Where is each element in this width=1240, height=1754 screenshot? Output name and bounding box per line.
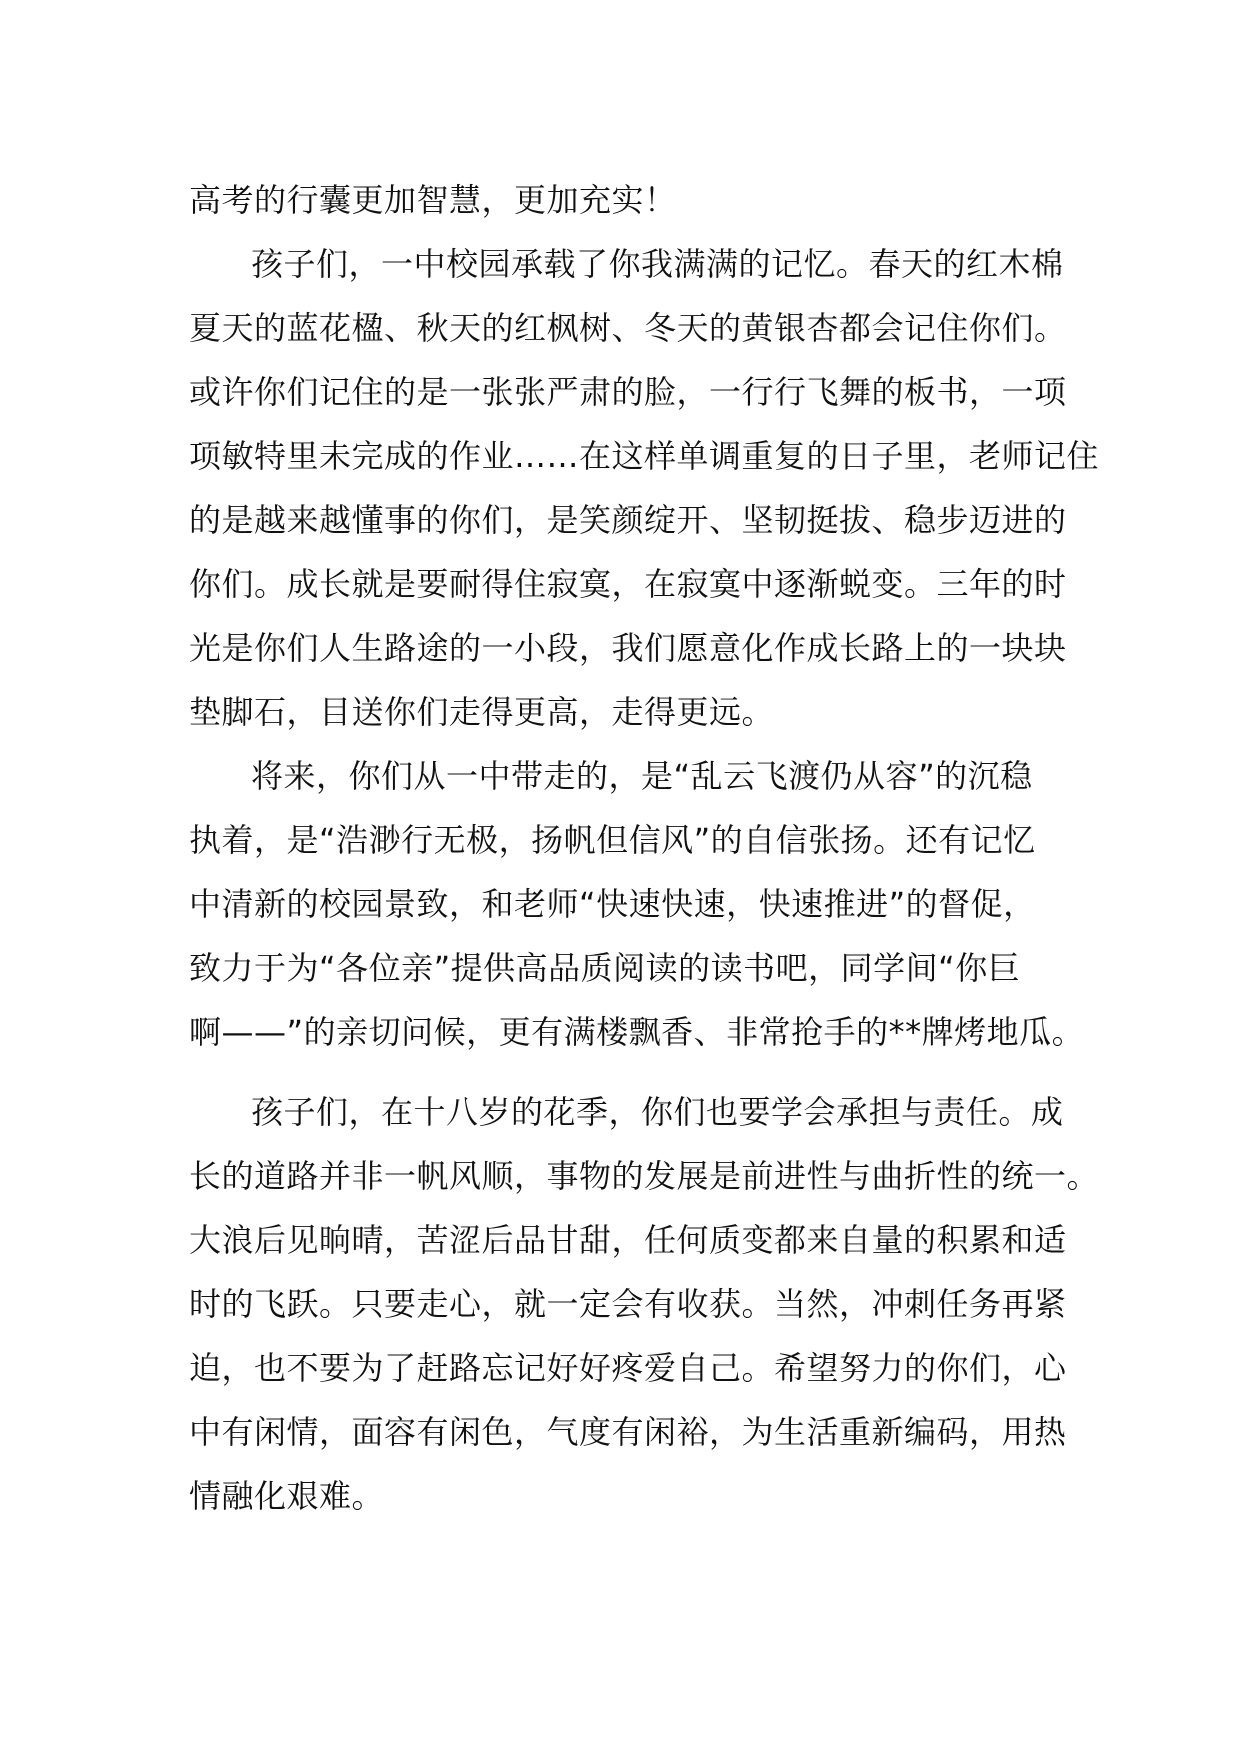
text-line: 你们。成长就是要耐得住寂寞，在寂寞中逐渐蜕变。三年的时 (189, 565, 1067, 603)
text-line: 迫，也不要为了赶路忘记好好疼爱自己。希望努力的你们，心 (189, 1349, 1067, 1387)
text-line: 或许你们记住的是一张张严肃的脸，一行行飞舞的板书，一项 (189, 373, 1067, 411)
text-line: 将来，你们从一中带走的，是“乱云飞渡仍从容”的沉稳 (251, 757, 1033, 795)
text-line: 情融化艰难。 (189, 1477, 385, 1515)
paragraph-gap (189, 1064, 1069, 1080)
text-line: 孩子们，一中校园承载了你我满满的记忆。春天的红木棉 (251, 245, 1064, 283)
text-line: 垫脚石，目送你们走得更高，走得更远。 (189, 693, 775, 731)
paragraph (189, 1080, 1100, 1528)
paragraph (189, 168, 1069, 232)
text-line: 孩子们，在十八岁的花季，你们也要学会承担与责任。成 (251, 1093, 1064, 1131)
text-line: 时的飞跃。只要走心，就一定会有收获。当然，冲刺任务再紧 (189, 1285, 1067, 1323)
text-line: 执着，是“浩渺行无极，扬帆但信风”的自信张扬。还有记忆 (189, 821, 1036, 859)
text-line: 大浪后见晌晴，苦涩后品甘甜，任何质变都来自量的积累和适 (189, 1221, 1067, 1259)
text-line: 项敏特里未完成的作业……在这样单调重复的日子里，老师记住 (189, 437, 1100, 475)
text-line: 致力于为“各位亲”提供高品质阅读的读书吧，同学间“你巨 (189, 949, 1021, 987)
paragraph (189, 744, 1085, 1064)
text-line: 啊——”的亲切问候，更有满楼飘香、非常抢手的**牌烤地瓜。 (189, 1013, 1085, 1051)
document-body (189, 168, 1100, 1528)
text-line: 高考的行囊更加智慧，更加充实！ (189, 181, 677, 219)
text-line: 长的道路并非一帆风顺，事物的发展是前进性与曲折性的统一。 (189, 1157, 1100, 1195)
paragraph (189, 232, 1100, 744)
text-line: 中清新的校园景致，和老师“快速快速，快速推进”的督促， (189, 885, 1036, 923)
text-line: 夏天的蓝花楹、秋天的红枫树、冬天的黄银杏都会记住你们。 (189, 309, 1067, 347)
text-line: 中有闲情，面容有闲色，气度有闲裕，为生活重新编码，用热 (189, 1413, 1067, 1451)
text-line: 的是越来越懂事的你们，是笑颜绽开、坚韧挺拔、稳步迈进的 (189, 501, 1067, 539)
text-line: 光是你们人生路途的一小段，我们愿意化作成长路上的一块块 (189, 629, 1067, 667)
